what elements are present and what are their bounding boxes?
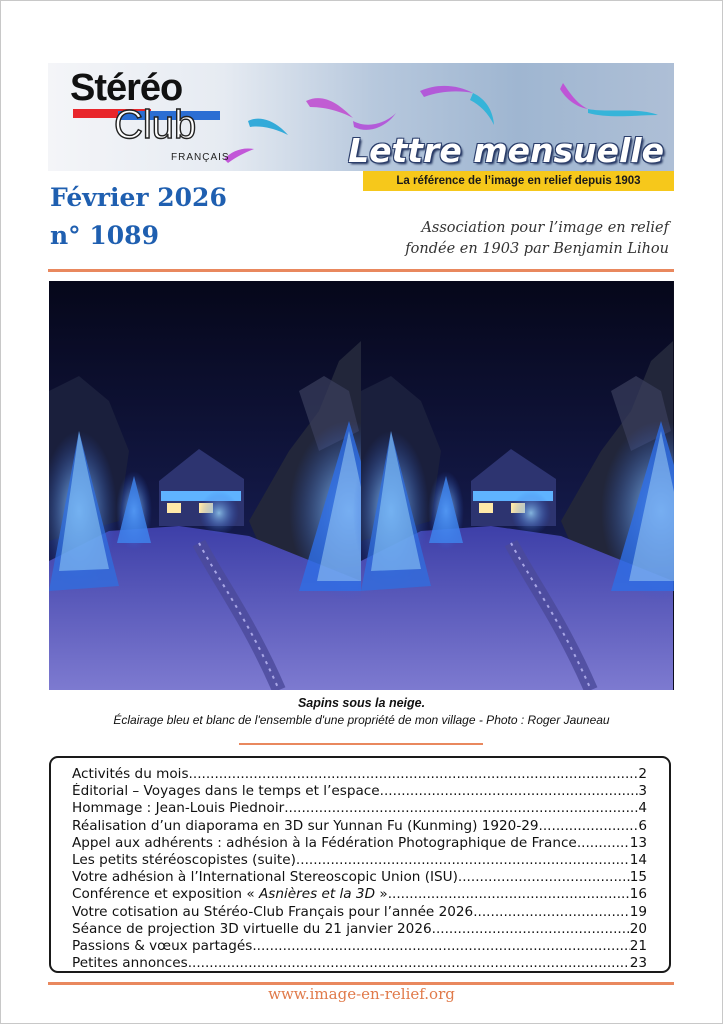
toc-entry-page: 6: [638, 817, 647, 834]
toc-leader-dots: [539, 818, 639, 834]
association-line-2: fondée en 1903 par Benjamin Lihou: [405, 241, 669, 257]
toc-entry[interactable]: [72, 904, 647, 921]
newsletter-title: Lettre mensuelle: [348, 131, 664, 170]
stereo-photo-illustration: [49, 281, 674, 690]
toc-entry-title-start: Conférence et exposition «: [72, 886, 259, 903]
toc-leader-dots: [458, 869, 630, 885]
toc-leader-dots: [189, 766, 639, 782]
toc-entry-title: [72, 886, 388, 902]
toc-leader-dots: [380, 783, 639, 799]
toc-entry-page: 2: [638, 766, 647, 782]
issue-number: n° 1089: [50, 221, 159, 250]
table-of-contents: [49, 756, 671, 973]
association-line-1: Association pour l’image en relief: [421, 220, 669, 236]
toc-entry-title: Activités du mois: [72, 766, 189, 782]
toc-entry-title: Réalisation d’un diaporama en 3D sur Yunnan Fu (Kunming) 1920-29: [72, 817, 539, 834]
toc-entry-page: 20: [629, 920, 647, 937]
caption-divider: [239, 743, 483, 745]
toc-entry-page: 14: [629, 851, 647, 868]
toc-leader-dots: [577, 835, 630, 851]
toc-entry-title: Éditorial – Voyages dans le temps et l’espace: [72, 783, 380, 800]
issue-date: Février 2026: [50, 183, 227, 212]
toc-entry[interactable]: [72, 818, 647, 835]
toc-entry[interactable]: [72, 955, 647, 972]
header-divider: [48, 269, 674, 272]
toc-entry-title: Votre adhésion à l’International Stereoscopic Union (ISU): [72, 869, 458, 886]
photo-caption-title: Sapins sous la neige.: [297, 696, 426, 710]
toc-entry[interactable]: [72, 921, 647, 938]
header-banner: [48, 63, 674, 171]
toc-entry-page: 3: [638, 783, 647, 800]
toc-entry-title: Les petits stéréoscopistes (suite): [72, 851, 296, 868]
toc-entry-page: 4: [638, 800, 647, 817]
toc-entry-title: Hommage : Jean-Louis Piednoir: [72, 800, 285, 817]
tagline: La référence de l’image en relief depuis 1903: [363, 171, 674, 191]
photo-caption-credit: Éclairage bleu et blanc de l'ensemble d'une propriété de mon village - Photo : Roger Jauneau: [113, 713, 610, 727]
toc-leader-dots: [284, 800, 638, 816]
toc-entry-title: Séance de projection 3D virtuelle du 21 janvier 2026: [72, 920, 432, 937]
toc-entry-page: 16: [629, 886, 647, 903]
logo-stereo-text: Stéréo: [70, 67, 183, 109]
toc-entry[interactable]: [72, 800, 647, 817]
toc-entry[interactable]: [72, 852, 647, 869]
toc-leader-dots: [296, 852, 630, 868]
toc-entry[interactable]: [72, 886, 647, 903]
website-link[interactable]: www.image-en-relief.org: [268, 985, 455, 1003]
toc-entry-title: Votre cotisation au Stéréo-Club Français pour l’année 2026: [72, 903, 474, 920]
association-info: [405, 218, 669, 260]
toc-leader-dots: [473, 904, 629, 920]
toc-entry[interactable]: [72, 869, 647, 886]
toc-entry-page: 19: [629, 903, 647, 920]
toc-leader-dots: [388, 886, 630, 902]
logo-club-text: Club: [114, 103, 197, 147]
toc-entry-title-italic: Asnières et la 3D: [259, 886, 376, 903]
logo-francais-text: FRANÇAIS: [171, 152, 230, 163]
toc-entry-page: 15: [629, 869, 647, 886]
toc-entry-title: Passions & vœux partagés: [72, 937, 253, 954]
toc-entry[interactable]: [72, 783, 647, 800]
toc-entry-title: Appel aux adhérents : adhésion à la Fédération Photographique de France: [72, 834, 577, 851]
toc-leader-dots: [252, 938, 629, 954]
stereo-photo: [49, 281, 674, 690]
toc-entry[interactable]: [72, 835, 647, 852]
toc-leader-dots: [432, 921, 630, 937]
toc-entry-page: 21: [629, 937, 647, 954]
toc-leader-dots: [188, 955, 630, 971]
toc-entry-page: 13: [629, 834, 647, 851]
toc-entry-page: 23: [629, 955, 647, 972]
toc-entry[interactable]: [72, 766, 647, 783]
toc-entry[interactable]: [72, 938, 647, 955]
toc-entry-title-end: »: [375, 886, 388, 903]
toc-entry-title: Petites annonces: [72, 955, 188, 972]
